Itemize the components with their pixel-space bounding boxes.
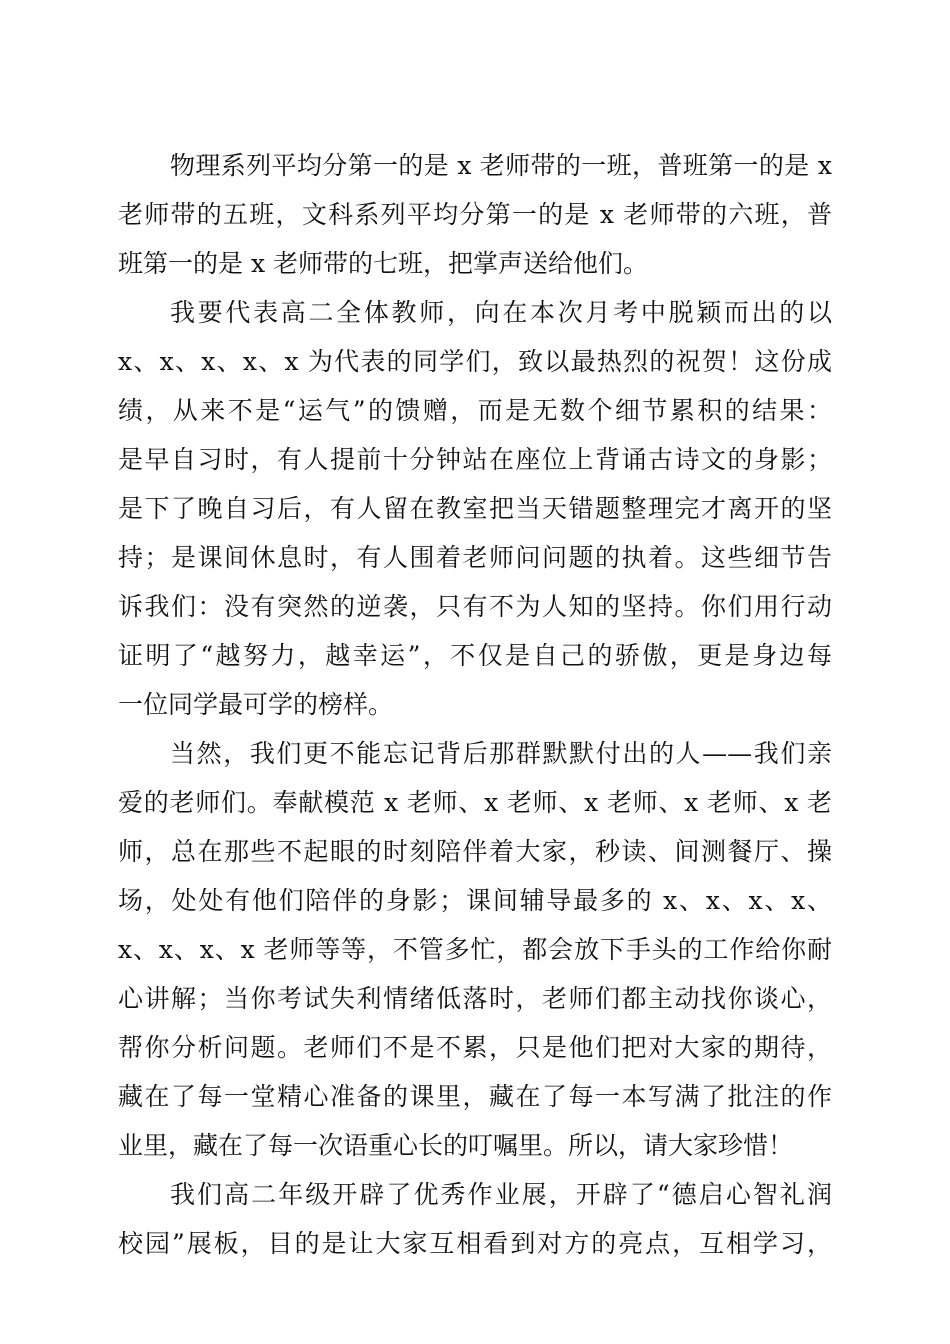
paragraph-2-line-4: 是早自习时，有人提前十分钟站在座位上背诵古诗文的身影； (118, 445, 832, 474)
paragraph-3-line-7: 帮你分析问题。老师们不是不累，只是他们把对大家的期待， (118, 1033, 832, 1062)
paragraph-3-line-6: 心讲解；当你考试失利情绪低落时，老师们都主动找你谈心， (118, 984, 832, 1013)
paragraph-2-line-5: 是下了晚自习后，有人留在教室把当天错题整理完才离开的坚 (118, 494, 832, 523)
paragraph-3-line-5: x、x、x、x 老师等等，不管多忙，都会放下手头的工作给你耐 (118, 935, 832, 964)
paragraph-3-line-9: 业里，藏在了每一次语重心长的叮嘱里。所以，请大家珍惜！ (118, 1131, 794, 1160)
paragraph-3-line-8: 藏在了每一堂精心准备的课里，藏在了每一本写满了批注的作 (118, 1082, 832, 1111)
paragraph-2-line-8: 证明了“越努力，越幸运”，不仅是自己的骄傲，更是身边每 (118, 641, 832, 670)
paragraph-1-line-3: 班第一的是 x 老师带的七班，把掌声送给他们。 (118, 249, 648, 278)
paragraph-1-line-2: 老师带的五班，文科系列平均分第一的是 x 老师带的六班，普 (118, 200, 832, 229)
paragraph-2-line-3: 绩，从来不是“运气”的馈赠，而是无数个细节累积的结果： (118, 396, 832, 425)
paragraph-2-line-6: 持；是课间休息时，有人围着老师问问题的执着。这些细节告 (118, 543, 832, 572)
paragraph-1-line-1: 物理系列平均分第一的是 x 老师带的一班，普班第一的是 x (170, 151, 832, 180)
paragraph-3-line-1: 当然，我们更不能忘记背后那群默默付出的人——我们亲 (170, 739, 832, 768)
paragraph-2-line-2: x、x、x、x、x 为代表的同学们，致以最热烈的祝贺！这份成 (118, 347, 832, 376)
paragraph-2-line-9: 一位同学最可学的榜样。 (118, 690, 394, 719)
paragraph-3-line-4: 场，处处有他们陪伴的身影；课间辅导最多的 x、x、x、x、 (118, 886, 832, 915)
paragraph-3-line-3: 师，总在那些不起眼的时刻陪伴着大家，秒读、间测餐厅、操 (118, 837, 832, 866)
paragraph-2-line-7: 诉我们：没有突然的逆袭，只有不为人知的坚持。你们用行动 (118, 592, 832, 621)
paragraph-2-line-1: 我要代表高二全体教师，向在本次月考中脱颖而出的以 (170, 298, 832, 327)
paragraph-4-line-2: 校园”展板，目的是让大家互相看到对方的亮点，互相学习， (118, 1229, 832, 1258)
paragraph-4-line-1: 我们高二年级开辟了优秀作业展，开辟了“德启心智礼润 (170, 1180, 832, 1209)
paragraph-3-line-2: 爱的老师们。奉献模范 x 老师、x 老师、x 老师、x 老师、x 老 (118, 788, 832, 817)
